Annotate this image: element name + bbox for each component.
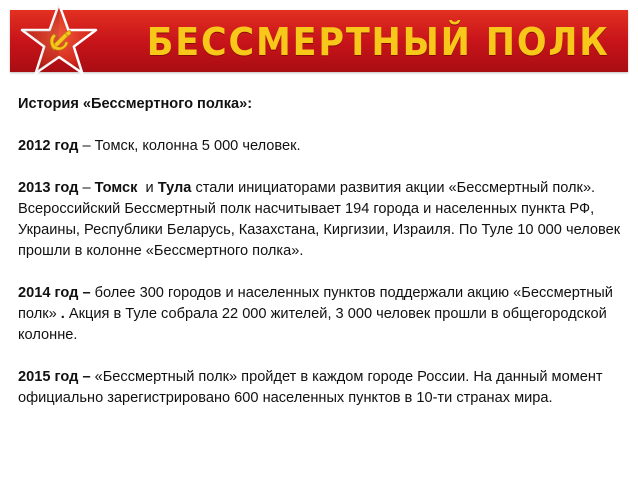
paragraph-2014: [18, 283, 626, 346]
red-star-icon: [18, 0, 100, 82]
year-2012: 2012 год: [18, 138, 79, 154]
dash-2013: –: [78, 180, 95, 196]
dot-2014: .: [60, 306, 65, 322]
text-2012: – Томск, колонна 5 000 человек.: [78, 138, 301, 154]
paragraph-2015: [18, 367, 626, 409]
paragraph-2013: [18, 178, 626, 262]
history-text: [18, 94, 626, 430]
banner-title: БЕССМЕРТНЫЙ ПОЛК: [146, 20, 610, 64]
history-heading: [18, 94, 626, 115]
text-2013: стали инициаторами развития акции «Бессмертный полк». Всероссийский Бессмертный полк насчитывает 194 города и населенных пункта РФ, Украины, Республики Беларусь, Казахстана, Киргизии, Израиля. По Туле 10 000 человек прошли в колонне «Бессмертного полка».: [18, 180, 621, 259]
year-2014: 2014 год –: [18, 285, 91, 301]
text-2015: «Бессмертный полк» пройдет в каждом городе России. На данный момент официально зарегистрировано 600 населенных пунктов в 10-ти странах мира.: [18, 369, 603, 406]
text-2014-b: Акция в Туле собрала 22 000 жителей, 3 000 человек прошли в общегородской колонне.: [18, 306, 607, 343]
paragraph-2012: [18, 136, 626, 157]
and-2013: и: [137, 180, 158, 196]
city-tomsk: Томск: [94, 180, 138, 196]
year-2015: 2015 год –: [18, 369, 91, 385]
city-tula: Тула: [157, 180, 192, 196]
text-2014-a: более 300 городов и населенных пунктов поддержали акцию «Бессмертный полк»: [18, 285, 613, 322]
header-banner: [0, 0, 638, 82]
year-2013: 2013 год: [18, 180, 79, 196]
heading-text: История «Бессмертного полка»:: [18, 96, 253, 112]
